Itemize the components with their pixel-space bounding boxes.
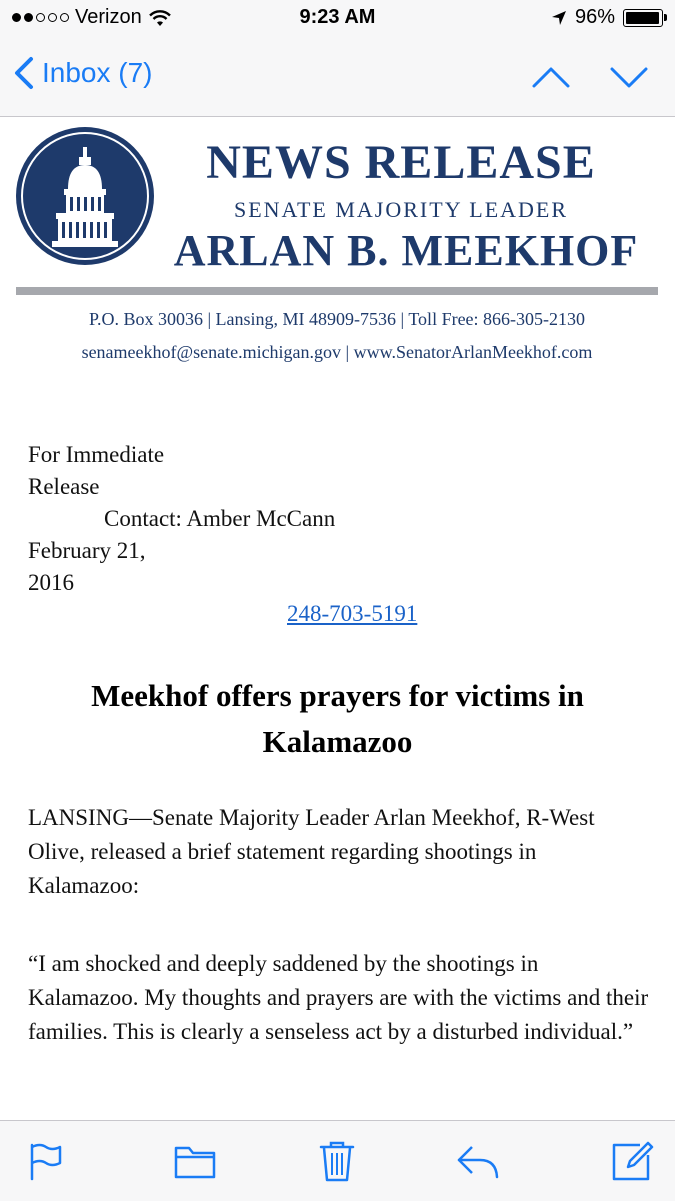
banner-contact-web: senameekhof@senate.michigan.gov | www.SenatorArlanMeekhof.com bbox=[81, 342, 593, 362]
release-date-line-2: 2016 bbox=[28, 570, 74, 595]
status-bar bbox=[0, 0, 675, 38]
battery-fill bbox=[626, 12, 659, 24]
folder-icon[interactable] bbox=[173, 1139, 217, 1183]
chevron-left-icon bbox=[14, 56, 34, 90]
banner-title: NEWS RELEASE bbox=[206, 136, 596, 189]
status-time: 9:23 AM bbox=[299, 6, 376, 28]
banner-divider bbox=[16, 287, 658, 295]
release-line-2: Release bbox=[28, 474, 100, 499]
release-date-line-1: February 21, bbox=[28, 538, 146, 563]
news-release-banner bbox=[16, 127, 658, 377]
banner-subtitle: SENATE MAJORITY LEADER bbox=[233, 197, 569, 222]
release-line-1: For Immediate bbox=[28, 442, 165, 467]
banner-name: ARLAN B. MEEKHOF bbox=[173, 226, 639, 275]
navigation-bar bbox=[0, 38, 675, 117]
contact-phone-link[interactable]: 248-703-5191 bbox=[287, 601, 418, 626]
release-contact: Contact: Amber McCann bbox=[104, 506, 336, 531]
capitol-seal-logo bbox=[16, 127, 154, 265]
location-arrow-icon bbox=[551, 10, 567, 26]
chevron-up-icon[interactable] bbox=[531, 60, 571, 94]
status-right-group bbox=[551, 6, 663, 29]
flag-icon[interactable] bbox=[24, 1139, 68, 1183]
message-body[interactable] bbox=[0, 117, 675, 1120]
back-label: Inbox (7) bbox=[42, 57, 153, 88]
article-headline: Meekhof offers prayers for victims in Kalamazoo bbox=[91, 678, 584, 759]
article-paragraph-2: “I am shocked and deeply saddened by the shootings in Kalamazoo. My thoughts and prayers are with the victims and their families. This is clearly a senseless act by a disturbed individual.” bbox=[28, 951, 649, 1044]
chevron-down-icon[interactable] bbox=[609, 60, 649, 94]
compose-icon[interactable] bbox=[610, 1139, 654, 1183]
banner-contact-address: P.O. Box 30036 | Lansing, MI 48909-7536 | Toll Free: 866-305-2130 bbox=[88, 309, 586, 329]
battery-percent: 96% bbox=[574, 6, 615, 28]
back-to-inbox-button[interactable] bbox=[14, 56, 153, 90]
article-paragraph-1: LANSING—Senate Majority Leader Arlan Meekhof, R-West Olive, released a brief statement regarding shootings in Kalamazoo: bbox=[28, 805, 595, 898]
bottom-toolbar bbox=[0, 1120, 675, 1201]
message-navigation bbox=[531, 60, 649, 94]
release-meta bbox=[28, 439, 428, 599]
carrier-name: Verizon bbox=[75, 6, 142, 28]
trash-icon[interactable] bbox=[315, 1139, 359, 1183]
reply-icon[interactable] bbox=[456, 1139, 500, 1183]
battery-icon bbox=[623, 9, 663, 27]
